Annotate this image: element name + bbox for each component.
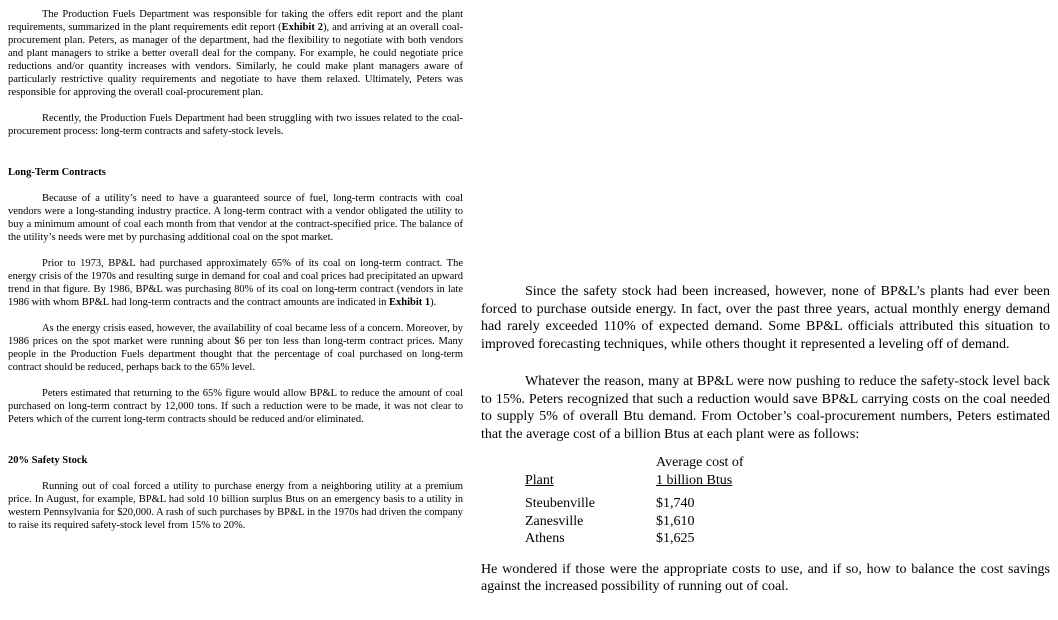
paragraph-safety-stock-increased: Since the safety stock had been increased, however, none of BP&L’s plants had ever been forced to purchase outside energy. In fact, over the past three years, actual monthly energy demand had rarely exceeded 110% of expected demand. Some BP&L officials attributed this situation to improved forecasting techniques, while others thought it represented a leveling off of demand. [481,284,1050,352]
plant-name: Steubenville [525,496,595,511]
paragraph-two-issues: Recently, the Production Fuels Department had been struggling with two issues related to the coal-procurement process: long-term contracts and safety-stock levels. [8,113,463,137]
paragraph-text: Prior to 1973, BP&L had purchased approximately 65% of its coal on long-term contract. The energy crisis of the 1970s and resulting surge in demand for coal and coal prices had precipitated an upward trend in that figure. By 1986, BP&L was purchasing 80% of its coal on long-term contract (vendors in late 1986 with whom BP&L had long-term contracts and the contract amounts are indicated in [8,258,463,308]
table-header-cost [656,454,744,489]
paragraph-long-term-practice: Because of a utility’s need to have a guaranteed source of fuel, long-term contracts with coal vendors were a long-standing industry practice. A long-term contract with a vendor obligated the utility to buy a minimum amount of coal each month from that vendor at the contract-specified price. The balance of the utility’s needs were met by purchasing additional coal on the spot market. [8,193,463,243]
plant-cost: $1,610 [656,513,695,529]
paragraph-text: ), and arriving at an overall coal-procurement plan. Peters, as manager of the department, had the flexibility to negotiate with both vendors and plant managers to strike a better overall deal for the company. For example, he could negotiate price reductions and/or quantity increases with vendors. Similarly, he could make plant managers aware of particularly restrictive quality requirements and negotiate to have them relaxed. Ultimately, Peters was responsible for approving the overall coal-procurement plan. [8,22,463,98]
plant-cost: $1,625 [656,531,695,546]
table-row [525,495,744,513]
left-column [8,8,463,532]
right-column [481,283,1050,596]
plant-cost: $1,740 [656,496,695,511]
table-row [525,530,744,548]
exhibit-2-reference: Exhibit 2 [281,22,324,33]
paragraph-closing-question: He wondered if those were the appropriate costs to use, and if so, how to balance the cost savings against the increased possibility of running out of coal. [481,561,1050,594]
plant-name: Athens [525,531,565,546]
plant-name: Zanesville [525,513,584,529]
paragraph-running-out-of-coal: Running out of coal forced a utility to purchase energy from a neighboring utility at a premium price. In August, for example, BP&L had sold 10 billion surplus Btus on an emergency basis to a utility in western Pennsylvania for $20,000. A rash of such purchases by BP&L in the 1970s had driven the company to raise its required safety-stock level from 15% to 20%. [8,481,463,531]
table-header-plant: Plant [525,472,554,488]
plant-cost-table [525,454,744,548]
exhibit-1-reference: Exhibit 1 [389,297,431,308]
heading-safety-stock: 20% Safety Stock [8,455,88,466]
paragraph-procurement-plan [8,8,463,99]
table-row [525,513,744,531]
table-header-row [525,454,744,489]
paragraph-text: The Production Fuels Department was responsible for taking the offers edit report and the plant requirements, summarized in the plant requirements edit report ( [8,9,463,33]
paragraph-energy-crisis-eased: As the energy crisis eased, however, the availability of coal became less of a concern. Moreover, by 1986 prices on the spot market were running about $6 per ton less than long-term contract prices. Many people in the Production Fuels department thought that the percentage of coal purchased on long-term contract should be reduced, perhaps back to the 65% level. [8,323,463,373]
paragraph-reduce-safety-stock: Whatever the reason, many at BP&L were now pushing to reduce the safety-stock level back to 15%. Peters recognized that such a reduction would save BP&L carrying costs on the coal needed to supply 5% of overall Btu demand. From October’s coal-procurement numbers, Peters estimated that the average cost of a billion Btus at each plant were as follows: [481,374,1050,442]
heading-long-term-contracts: Long-Term Contracts [8,167,106,178]
paragraph-peters-estimate: Peters estimated that returning to the 65% figure would allow BP&L to reduce the amount of coal purchased on long-term contract by 12,000 tons. If such a reduction were to be made, it was not clear to Peters which of the current long-term contracts should be reduced and/or eliminated. [8,388,463,425]
paragraph-text: ). [430,297,437,308]
paragraph-prior-to-1973 [8,257,463,309]
header-cost-line1: Average cost of [656,455,744,470]
header-cost-line2: 1 billion Btus [656,472,733,488]
